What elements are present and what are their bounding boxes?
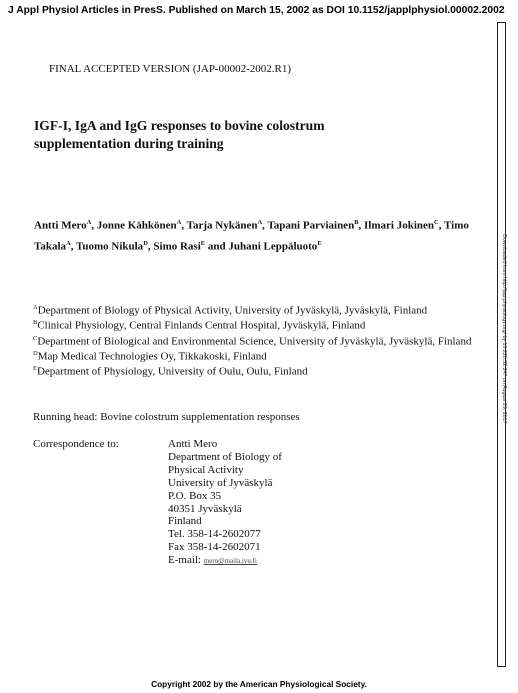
affiliation-mark: D (33, 349, 38, 357)
author-name: Antti Mero (34, 219, 87, 232)
author-list: Antti Mero$^A$, Jonne Kähkönen$^A$, Tarja Nykänen$^A$, Tapani Parviainen$^B$, Ilmari Jokinen$^C$, Timo Takala$^A$, Tuomo Nikula$^D$, Simo Rasi$^E$ and Juhani Leppäluoto$^E$ (34, 219, 469, 253)
author-affiliation-mark: C (434, 219, 439, 226)
affiliation-text: Department of Biology of Physical Activity, University of Jyväskylä, Jyväskylä, Finland (37, 304, 428, 317)
title-line: IGF-I, IgA and IgG responses to bovine colostrum (34, 118, 325, 133)
affiliation-mark: A (33, 304, 38, 311)
affiliation-text: Map Medical Technologies Oy, Tikkakoski, Finland (37, 350, 267, 363)
author-name: Tarja Nykänen (186, 219, 258, 232)
author-name: Jonne Kähkönen (96, 219, 177, 232)
author-affiliation-mark: A (257, 219, 263, 226)
author-affiliation-mark: D (143, 239, 148, 247)
affiliation-item (33, 363, 488, 378)
affiliation-item (33, 317, 488, 332)
author-name: Tuomo Nikula (76, 240, 144, 253)
affiliation-item (33, 333, 488, 348)
address-line: Antti Mero (168, 438, 218, 450)
correspondence-address (168, 438, 282, 568)
author-affiliation-mark: A (176, 219, 182, 226)
address-line: Tel. 358-14-2602077 (168, 528, 261, 541)
address-line: P.O. Box 35 (168, 489, 222, 502)
final-version-label: FINAL ACCEPTED VERSION (JAP-00002-2002.R1) (49, 63, 292, 75)
title-line: supplementation during training (34, 136, 224, 151)
address-line: Fax 358-14-2602071 (168, 541, 261, 554)
affiliation-mark: E (33, 365, 37, 372)
author-affiliation-mark: E (200, 239, 206, 247)
affiliation-item (33, 348, 488, 363)
author-affiliation-mark: A (66, 239, 71, 247)
affiliation-text: Department of Biological and Environmental Science, University of Jyväskylä, Jyväskylä, Finland (37, 335, 472, 348)
author-name: Ilmari Jokinen (364, 219, 435, 232)
copyright-notice: Copyright 2002 by the American Physiological Society. (151, 679, 367, 689)
affiliation-text: Clinical Physiology, Central Finlands Central Hospital, Jyväskylä, Finland (37, 319, 366, 332)
address-line: University of Jyväskylä (168, 476, 273, 489)
address-line: 40351 Jyväskylä (168, 502, 242, 515)
address-line: Finland (168, 515, 202, 528)
download-note: Downloaded from http://jap.physiology.org/ by 10.220.32.247 on August 29, 2017 (501, 234, 507, 424)
author-name: Simo Rasi (153, 240, 201, 253)
address-line: Physical Activity (168, 463, 244, 476)
paper-title (34, 117, 484, 153)
email-label: E-mail: (168, 554, 204, 567)
affiliation-text: Department of Physiology, University of Oulu, Oulu, Finland (36, 365, 308, 378)
author-name: Tapani Parviainen (267, 219, 355, 232)
journal-header: J Appl Physiol Articles in PresS. Published on March 15, 2002 as DOI 10.1152/japplphysiol.00002.2002 (8, 5, 505, 16)
affiliation-mark: B (33, 319, 38, 327)
email-line (168, 554, 282, 568)
author-affiliation-mark: B (354, 219, 359, 226)
affiliation-list (33, 302, 488, 378)
email-link[interactable]: mero@maila.jyu.fi (203, 557, 257, 566)
author-affiliation-mark: A (86, 219, 92, 226)
author-affiliation-mark: E (317, 239, 322, 247)
author-name: Juhani Leppäluoto (228, 240, 318, 253)
running-head: Running head: Bovine colostrum supplementation responses (33, 411, 300, 423)
affiliation-mark: C (33, 334, 38, 342)
address-line: Department of Biology of (168, 450, 282, 463)
affiliation-item (33, 302, 488, 317)
author-name: Timo Takala (34, 219, 469, 253)
correspondence-label: Correspondence to: (33, 438, 119, 450)
